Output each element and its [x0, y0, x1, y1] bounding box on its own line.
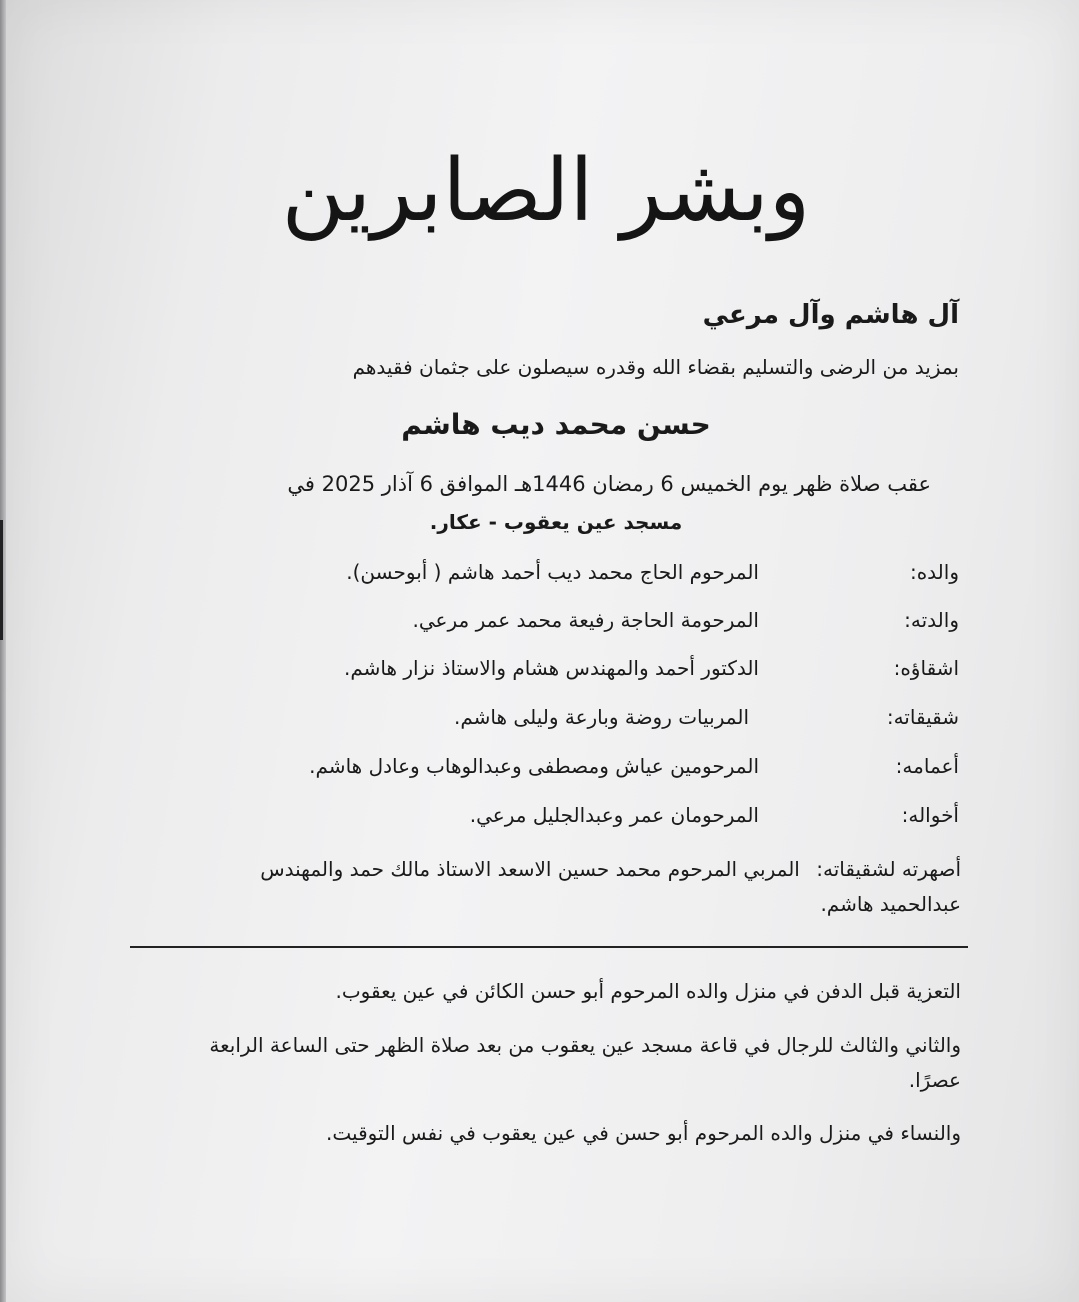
relative-value: المرحومة الحاجة رفيعة محمد عمر مرعي.	[412, 608, 759, 632]
deceased-name: حسن محمد ديب هاشم	[401, 408, 711, 441]
relative-row-father	[199, 560, 959, 600]
relative-value: المرحومان عمر وعبدالجليل مرعي.	[469, 803, 759, 827]
inlaws-label: أصهرته لشقيقاته:	[816, 857, 961, 881]
relative-label: أعمامه:	[895, 754, 959, 778]
relative-value: المربيات روضة وبارعة وليلى هاشم.	[454, 705, 749, 729]
page-title: وبشر الصابرين	[281, 141, 811, 241]
relative-value: المرحوم الحاج محمد ديب أحمد هاشم ( أبوحسن).	[346, 560, 759, 584]
relative-row-maternal-uncles	[199, 803, 959, 843]
condolence-line: التعزية قبل الدفن في منزل والده المرحوم أبو حسن الكائن في عين يعقوب.	[335, 979, 961, 1003]
family-names: آل هاشم وآل مرعي	[702, 300, 959, 330]
condolence-line: والنساء في منزل والده المرحوم أبو حسن في عين يعقوب في نفس التوقيت.	[326, 1121, 961, 1145]
relative-value: الدكتور أحمد والمهندس هشام والاستاذ نزار هاشم.	[343, 656, 759, 680]
relative-label: والدته:	[904, 608, 959, 632]
relative-row-paternal-uncles	[199, 754, 959, 794]
relative-label: والده:	[909, 560, 959, 584]
inlaws-paragraph	[201, 852, 961, 922]
section-divider	[130, 946, 968, 948]
relative-row-mother	[199, 608, 959, 648]
funeral-location-line: مسجد عين يعقوب - عكار.	[429, 510, 683, 534]
relative-label: اشقاؤه:	[893, 656, 959, 680]
relative-label: شقيقاته:	[886, 705, 959, 729]
relative-row-sisters	[199, 705, 959, 745]
relative-value: المرحومين عياش ومصطفى وعبدالوهاب وعادل هاشم.	[309, 754, 759, 778]
inlaws-value: المربي المرحوم محمد حسين الاسعد الاستاذ مالك حمد والمهندس عبدالحميد هاشم.	[260, 857, 961, 916]
page-edge-mark	[0, 520, 3, 640]
condolence-line: والثاني والثالث للرجال في قاعة مسجد عين يعقوب من بعد صلاة الظهر حتى الساعة الرابعة عصرًا.	[209, 1033, 961, 1092]
relative-row-brothers	[199, 656, 959, 696]
intro-line: بمزيد من الرضى والتسليم بقضاء الله وقدره سيصلون على جثمان فقيدهم	[352, 355, 959, 379]
obituary-sheet	[6, 0, 1079, 1302]
funeral-time-line: عقب صلاة ظهر يوم الخميس 6 رمضان 1446هـ الموافق 6 آذار 2025 في	[287, 472, 931, 496]
relative-label: أخواله:	[901, 803, 959, 827]
